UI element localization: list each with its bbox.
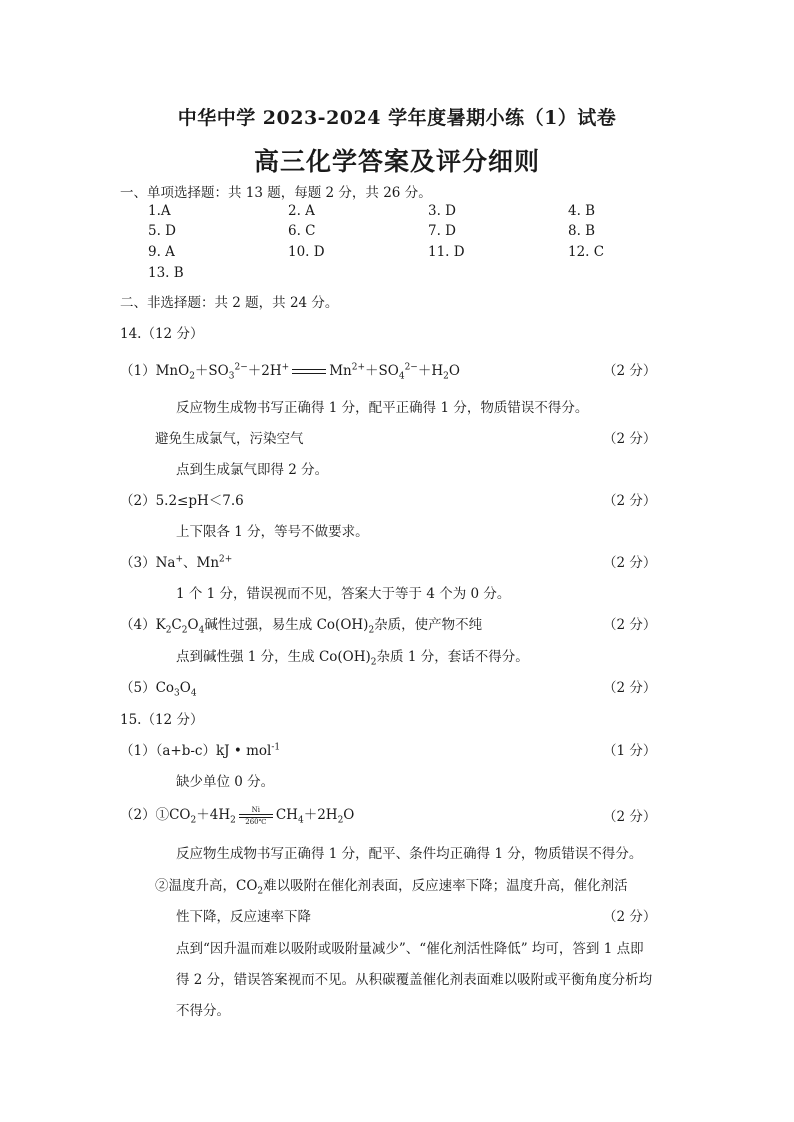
q14-p1b-answer: 避免生成氯气，污染空气: [155, 431, 304, 447]
q15-p2-note: 反应物生成物书写正确得 1 分，配平、条件均正确得 1 分，物质错误不得分。: [176, 846, 643, 862]
q15-p2b-note-line1: 点到“因升温而难以吸附或吸附量减少”、“催化剂活性降低” 均可，答到 1 点即: [176, 941, 644, 957]
q15-p2-equation: $(2)①CO_2+4H_2$ $\frac{Ni}{260℃}$ $CH_4+2H_2O$: [120, 805, 355, 826]
q14-p2-answer: （2）5.2≤pH＜7.6: [120, 493, 244, 509]
q15-p2b-note-line3: 不得分。: [176, 1003, 230, 1019]
q14-p1-note: 反应物生成物书写正确得 1 分，配平正确得 1 分，物质错误不得分。: [176, 400, 589, 416]
mc-answer: 4. B: [568, 203, 596, 219]
q15-p2b-points: （2 分）: [603, 909, 657, 925]
mc-answer: 10. D: [288, 244, 325, 260]
section2-heading: 二、非选择题：共 2 题，共 24 分。: [120, 295, 339, 311]
q14-label: 14.（12 分）: [120, 326, 204, 342]
mc-answer: 11. D: [428, 244, 465, 260]
q14-p4-points: （2 分）: [603, 617, 657, 633]
q15-p1-note: 缺少单位 0 分。: [176, 774, 275, 790]
q15-p2b-line1: ②温度升高，$CO_2$难以吸附在催化剂表面，反应速率下降；温度升高，催化剂活: [155, 878, 628, 897]
mc-answer: 1.A: [148, 203, 171, 219]
q14-p1-points: （2 分）: [603, 363, 657, 379]
section1-heading: 一、单项选择题：共 13 题，每题 2 分，共 26 分。: [120, 185, 432, 201]
mc-answer: 2. A: [288, 203, 315, 219]
mc-answer: 8. B: [568, 223, 596, 239]
q15-p2-points: （2 分）: [603, 809, 657, 825]
reaction-condition: $\frac{Ni}{260℃}$: [239, 806, 273, 826]
equals-sign: [292, 369, 326, 374]
q14-p5-answer: $(5)Co_3O_4$: [120, 680, 197, 699]
q14-p5-points: （2 分）: [603, 680, 657, 696]
q14-p2-points: （2 分）: [603, 493, 657, 509]
q14-p3-points: （2 分）: [603, 555, 657, 571]
q15-label: 15.（12 分）: [120, 712, 204, 728]
q14-p3-note: 1 个 1 分，错误视而不见，答案大于等于 4 个为 0 分。: [176, 586, 511, 602]
q14-p1b-note: 点到生成氯气即得 2 分。: [176, 462, 329, 478]
mc-answer: 13. B: [148, 265, 184, 281]
q15-p2b-line2: 性下降，反应速率下降: [176, 909, 311, 925]
q14-p1b-points: （2 分）: [603, 431, 657, 447]
q15-p2b-note-line2: 得 2 分，错误答案视而不见。从积碳覆盖催化剂表面难以吸附或平衡角度分析均: [176, 972, 653, 988]
q14-p1-equation: $(1)MnO_2+SO_3^{2-}+2H^+$ $Mn^{2+}+SO_4^{2-}+H_2O$: [120, 362, 460, 382]
mc-answer: 9. A: [148, 244, 175, 260]
mc-answer: 3. D: [428, 203, 456, 219]
mc-answer: 6. C: [288, 223, 316, 239]
q14-p4-answer: $(4)K_2C_2O_4$碱性过强，易生成 $Co(OH)_2$杂质，使产物不纯: [120, 617, 483, 636]
mc-answer: 5. D: [148, 223, 176, 239]
q14-p4-note: 点到碱性强 1 分，生成 $Co(OH)_2$杂质 1 分，套话不得分。: [176, 649, 529, 668]
mc-answer: 12. C: [568, 244, 605, 260]
mc-answer: 7. D: [428, 223, 456, 239]
answer-title: 高三化学答案及评分细则: [253, 147, 540, 176]
q14-p3-answer: （3）Na+、$Mn^{2+}$: [120, 554, 233, 571]
q14-p2-note: 上下限各 1 分，等号不做要求。: [176, 524, 369, 540]
exam-title: 中华中学 2023-2024 学年度暑期小练（1）试卷: [177, 107, 617, 129]
q15-p1-points: （1 分）: [603, 743, 657, 759]
q15-p1-answer: （1）（a+b-c）kJ • mol$^{-1}$: [120, 742, 281, 759]
